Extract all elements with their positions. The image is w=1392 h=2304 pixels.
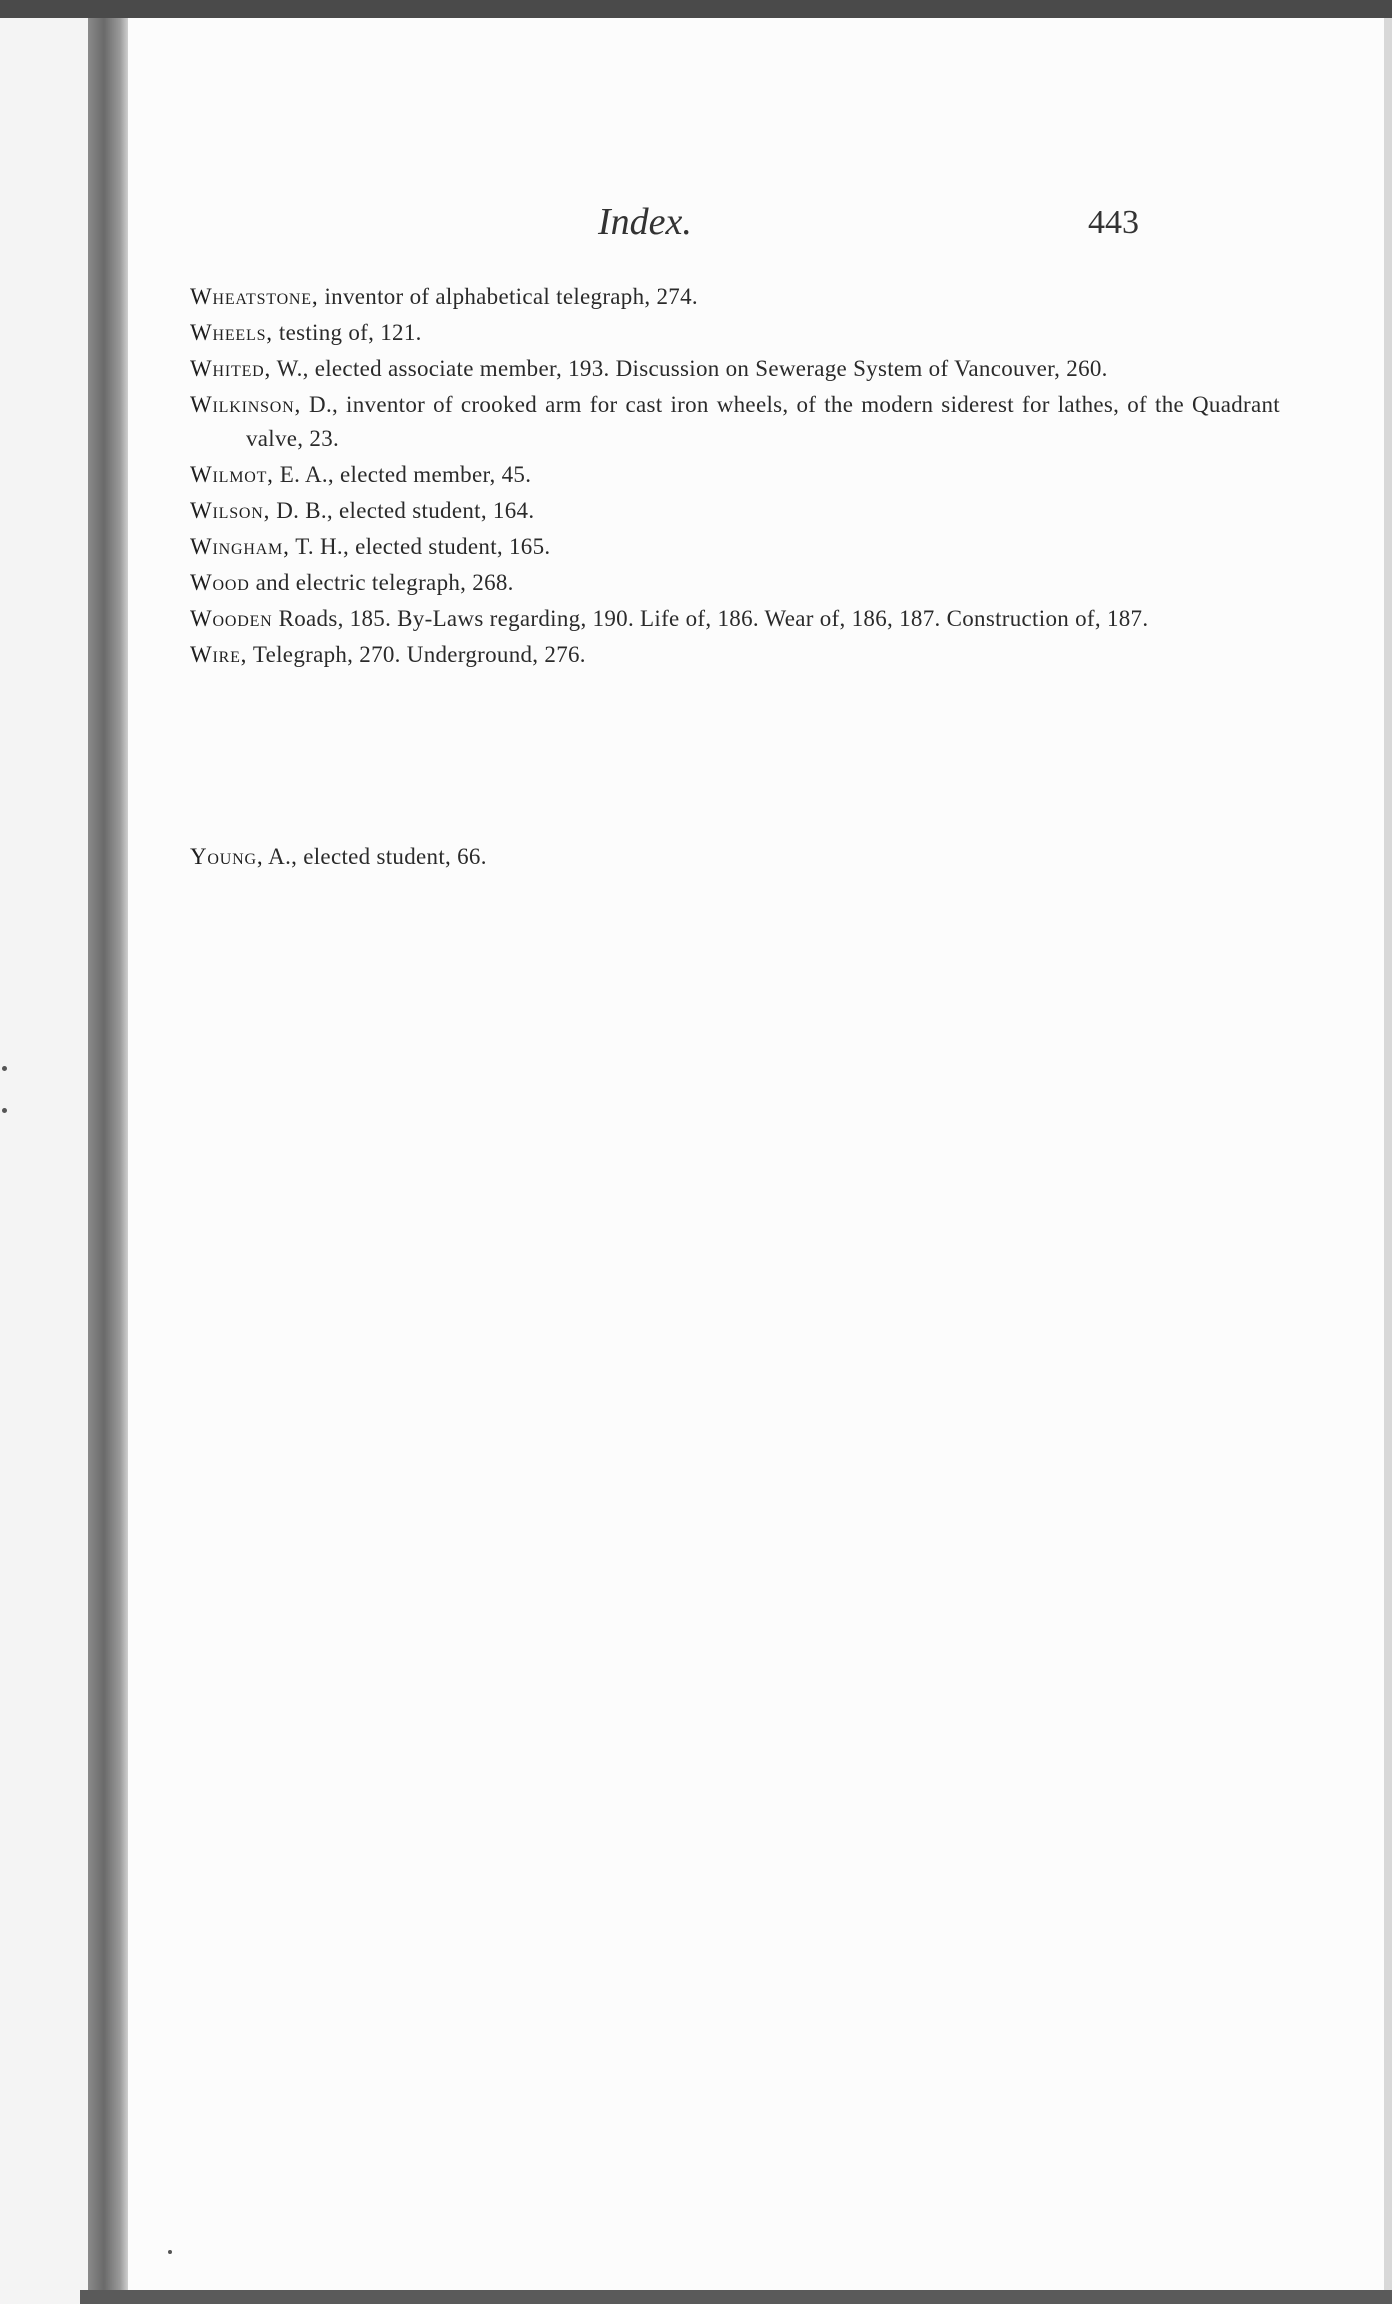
scan-bottom-edge (80, 2290, 1392, 2304)
page-number: 443 (1088, 204, 1139, 241)
index-entry-text: Telegraph, 270. Underground, 276. (247, 642, 586, 667)
index-headword: Wilkinson, (190, 392, 302, 417)
index-entry-text: T. H., elected student, 165. (289, 534, 551, 559)
index-entry (190, 566, 1280, 600)
index-headword: Wilson, (190, 498, 271, 523)
index-entry-y (190, 840, 487, 874)
margin-speck (2, 1108, 7, 1113)
index-entry (190, 638, 1280, 672)
facing-page-edge (0, 18, 88, 2304)
index-headword: Wheatstone, (190, 284, 319, 309)
page-speck (168, 2250, 172, 2254)
scan-top-edge (0, 0, 1392, 18)
index-headword: Wooden (190, 606, 273, 631)
index-entry (190, 494, 1280, 528)
index-entry (190, 352, 1280, 386)
running-head-title: Index. (598, 201, 692, 243)
index-entry (190, 530, 1280, 564)
index-entry (190, 602, 1280, 636)
index-headword: Wheels, (190, 320, 273, 345)
index-entry-text: testing of, 121. (272, 320, 422, 345)
index-headword: Whited, (190, 356, 272, 381)
index-entry-text: A., elected student, 66. (263, 844, 487, 869)
index-entries-w (190, 280, 1280, 674)
index-entry-text: inventor of alphabetical telegraph, 274. (318, 284, 698, 309)
index-entry-text: W., elected associate member, 193. Discussion on Sewerage System of Vancouver, 260. (271, 356, 1108, 381)
index-page (128, 18, 1384, 2290)
index-headword: Wood (190, 570, 250, 595)
binding-gutter (88, 18, 128, 2304)
index-entry (190, 388, 1280, 456)
index-entry (190, 280, 1280, 314)
index-entry-text: D., inventor of crooked arm for cast iron wheels, of the modern siderest for lathes, of the Quadrant valve, 23. (246, 392, 1280, 451)
index-headword: Wilmot, (190, 462, 274, 487)
index-headword: Young, (190, 844, 264, 869)
index-entry (190, 316, 1280, 350)
index-entry-text: D. B., elected student, 164. (270, 498, 535, 523)
index-headword: Wingham, (190, 534, 290, 559)
margin-speck (2, 1066, 7, 1071)
scan-right-edge (1384, 18, 1392, 2304)
index-entry-text: and electric telegraph, 268. (249, 570, 514, 595)
running-head (128, 200, 1384, 260)
index-headword: Wire, (190, 642, 248, 667)
index-entry-text: Roads, 185. By-Laws regarding, 190. Life of, 186. Wear of, 186, 187. Construction of, 187. (272, 606, 1149, 631)
index-entry-text: E. A., elected member, 45. (273, 462, 532, 487)
index-entry (190, 458, 1280, 492)
